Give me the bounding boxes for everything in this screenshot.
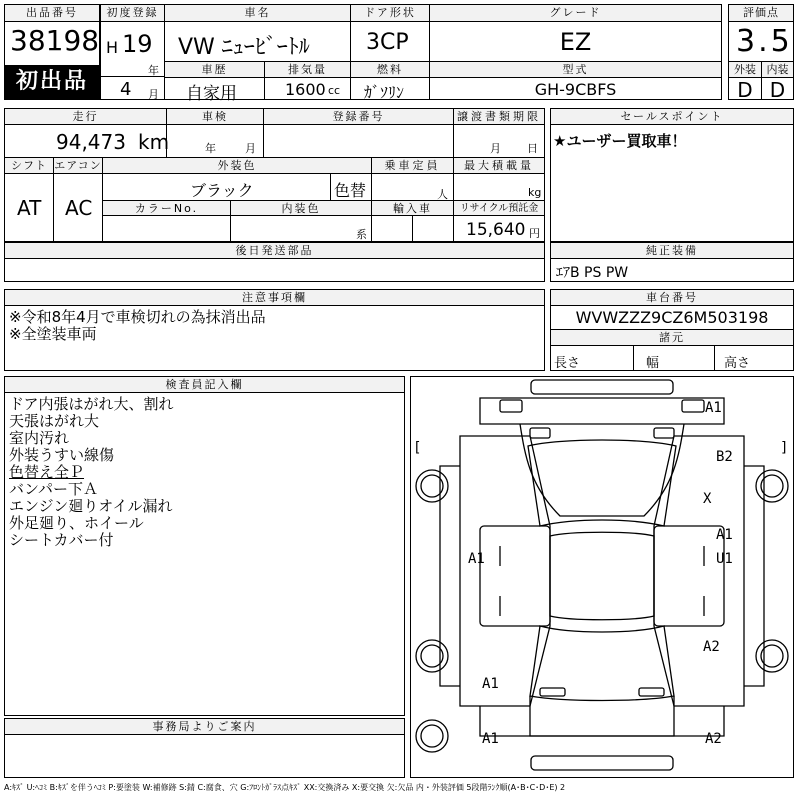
spec-width: 幅 [646,356,660,371]
bracket-right: ] [780,440,789,456]
inspector-lines [9,396,174,549]
inspector-line: 外足廻り、ホイール [9,514,144,532]
inspector-line: シートカバー付 [9,531,114,549]
grade-value: EZ [559,28,592,56]
disp-label: 排気量 [265,62,350,78]
inspector-line: 室内汚れ [9,429,70,447]
caution-label: 注意事項欄 [5,290,544,306]
mark-bottom-left: A1 [482,731,499,747]
reg-era: H [106,38,119,57]
spec-label: 諸元 [551,330,793,346]
model-label: 型式 [430,62,721,78]
chassis-label: 車台番号 [551,290,793,306]
int-score: D [769,78,786,102]
recycle-value: 15,640 [466,220,526,240]
insp-month: 月 [245,142,256,155]
model-value: GH-9CBFS [534,80,617,99]
mark-right-b2: B2 [716,449,733,465]
recycle-label: リサイクル預託金 [454,201,544,216]
disp-value: 1600 [285,80,326,99]
later-parts-label: 後日発送部品 [5,243,544,259]
transfer-month: 月 [490,142,501,155]
sales-point-box [550,108,794,242]
inspector-line: 天張はがれ大 [9,412,100,430]
import-label: 輸入車 [372,201,453,216]
reg-label: 初度登録 [101,5,164,22]
lot-label: 出品番号 [5,5,99,22]
ext-score: D [737,78,753,102]
first-listing-badge: 初出品 [5,65,99,99]
recycle-unit: 円 [529,227,540,240]
mark-left-door: A1 [468,551,485,567]
caution-line-1: ※令和8年4月で車検切れの為抹消出品 [9,308,266,326]
legend: A:ｷｽﾞ U:ﾍｺﾐ B:ｷｽﾞを伴うﾍｺﾐ P:要塗装 W:補修跡 S:錆 C:腐食、穴 G:ﾌﾛﾝﾄｶﾞﾗｽ点ｷｽﾞ XX:交換済み X:要交換 欠:欠品 内・外装評価 5段階ﾗﾝｸ順(A･B･C･D･E) 2 [4,783,566,792]
score-value: 3.5 [736,24,793,59]
int-color-label: 内装色 [231,201,371,216]
car-diagram [410,376,794,778]
spec-height: 高さ [724,356,751,371]
capacity-unit: 人 [437,188,448,201]
disp-unit: cc [328,84,341,97]
name-label: 車名 [165,5,350,22]
ext-color-label: 外装色 [103,158,371,174]
reg-year: 19 [122,30,153,58]
sales-text: ★ユーザー買取車！ [553,132,687,150]
mileage-unit: km [138,130,170,154]
reg-year-unit: 年 [148,64,159,77]
inspector-line: 色替え全Ｐ [9,463,85,481]
load-label: 最大積載量 [454,158,544,174]
history-label: 車歴 [165,62,264,78]
mileage-label: 走行 [5,109,166,125]
int-color-unit: 系 [356,228,367,241]
door-type: 3CP [366,30,409,55]
transfer-day: 日 [527,142,538,155]
caution-lines [9,309,266,343]
int-label: 内装 [762,62,793,78]
inspector-label: 検査員記入欄 [5,377,404,393]
spec-length: 長さ [554,356,581,371]
equipment-label: 純正装備 [551,243,793,259]
mark-right-door-a1: A1 [716,527,733,543]
inspection-label: 車検 [167,109,263,125]
mark-right-x: X [703,491,712,507]
caution-line-2: ※全塗装車両 [9,325,97,343]
shift-label: シフト [5,158,53,174]
office-label: 事務局よりご案内 [5,719,404,735]
ac-label: エアコン [54,159,102,172]
load-unit: kg [528,186,542,199]
inspector-line: バンパー下Ａ [9,480,98,498]
ext-label: 外装 [729,62,761,78]
color-no-label: カラーNo. [103,201,230,216]
mark-left-rear: A1 [482,676,499,692]
plate-label: 登録番号 [264,109,453,125]
insp-year: 年 [205,142,216,155]
ext-color-value: ブラック [190,181,254,200]
fuel-label: 燃料 [351,62,429,78]
grade-label: グレード [430,5,721,22]
transfer-label: 譲渡書類期限 [454,109,544,125]
mileage-value: 94,473 [56,130,126,154]
fuel-value: ｶﾞｿﾘﾝ [364,83,405,102]
mark-bottom-right: A2 [705,731,722,747]
mark-top-right: A1 [705,400,722,416]
car-name: VW ﾆｭｰﾋﾞｰﾄﾙ [178,35,310,60]
reg-month-unit: 月 [148,88,159,101]
door-label: ドア形状 [351,5,429,22]
chassis-number: WVWZZZ9CZ6M503198 [575,308,769,327]
reg-month: 4 [120,79,132,100]
equipment-value: ｴｱB PS PW [556,265,629,281]
inspector-line: エンジン廻りオイル漏れ [9,497,173,515]
bracket-left: [ [413,440,422,456]
history-value: 自家用 [186,84,237,104]
shift-value: AT [17,196,42,220]
color-change: 色替 [334,181,367,200]
sales-label: セールスポイント [551,109,793,125]
mark-right-rear: A2 [703,639,720,655]
capacity-label: 乗車定員 [372,158,453,174]
score-label: 評価点 [729,5,793,22]
mark-right-door-u1: U1 [716,551,733,567]
ac-value: AC [65,196,93,220]
inspector-line: 外装うすい線傷 [9,446,115,464]
vehicle-details-box [4,108,545,242]
lot-number: 38198 [10,24,100,57]
inspector-line: ドア内張はがれ大、割れ [9,395,174,413]
